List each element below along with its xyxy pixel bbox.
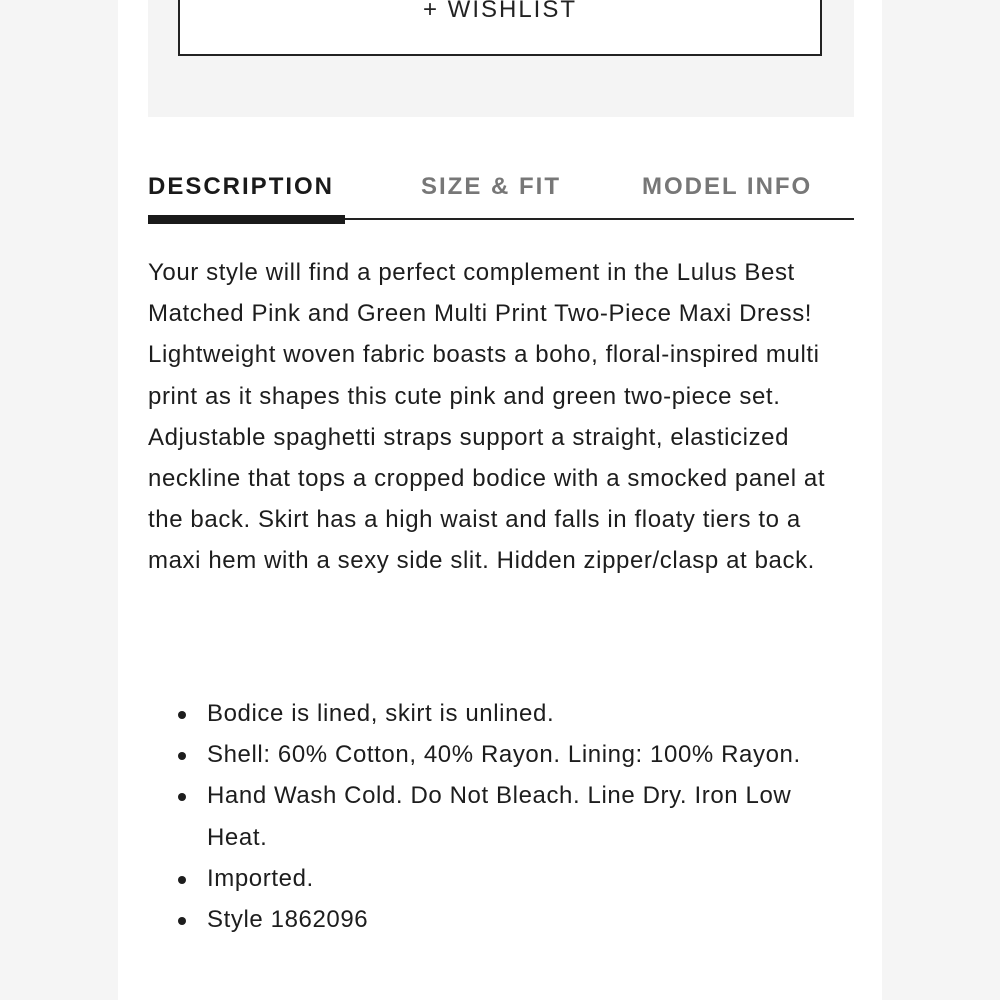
list-item: [148, 775, 848, 857]
product-info-tabs: [148, 172, 854, 220]
product-features-list: [148, 693, 848, 940]
feature-text: Bodice is lined, skirt is unlined.: [207, 700, 555, 727]
list-item: [148, 899, 848, 940]
tab-size-and-fit[interactable]: SIZE & FIT: [421, 173, 561, 200]
bullet-icon: [178, 876, 186, 884]
bullet-icon: [178, 752, 186, 760]
tab-model-info[interactable]: MODEL INFO: [642, 173, 813, 200]
feature-text: Shell: 60% Cotton, 40% Rayon. Lining: 100% Rayon.: [207, 741, 801, 769]
feature-text: Style 1862096: [207, 906, 369, 934]
wishlist-button-label: + WISHLIST: [422, 0, 578, 23]
active-tab-indicator: [148, 215, 345, 224]
list-item: [148, 693, 848, 734]
feature-text: Hand Wash Cold. Do Not Bleach. Line Dry. Iron Low Heat.: [207, 782, 792, 851]
bullet-icon: [178, 917, 186, 925]
list-item: [148, 858, 848, 899]
product-details-page: [118, 0, 882, 1000]
bullet-icon: [178, 711, 186, 719]
product-description: Your style will find a perfect complement in the Lulus Best Matched Pink and Green Multi Print Two-Piece Maxi Dress! Lightweight woven fabric boasts a boho, floral-inspired multi print as it shapes this cute pink and green two-piece set. Adjustable spaghetti straps support a straight, elasticized neckline that tops a cropped bodice with a smocked panel at the back. Skirt has a high waist and falls in floaty tiers to a maxi hem with a sexy side slit. Hidden zipper/clasp at back.: [148, 259, 826, 575]
list-item: [148, 734, 848, 775]
bullet-icon: [178, 793, 186, 801]
tab-description[interactable]: DESCRIPTION: [148, 173, 335, 200]
feature-text: Imported.: [207, 864, 314, 892]
add-to-wishlist-button[interactable]: [178, 0, 822, 56]
wishlist-panel: [148, 0, 854, 117]
